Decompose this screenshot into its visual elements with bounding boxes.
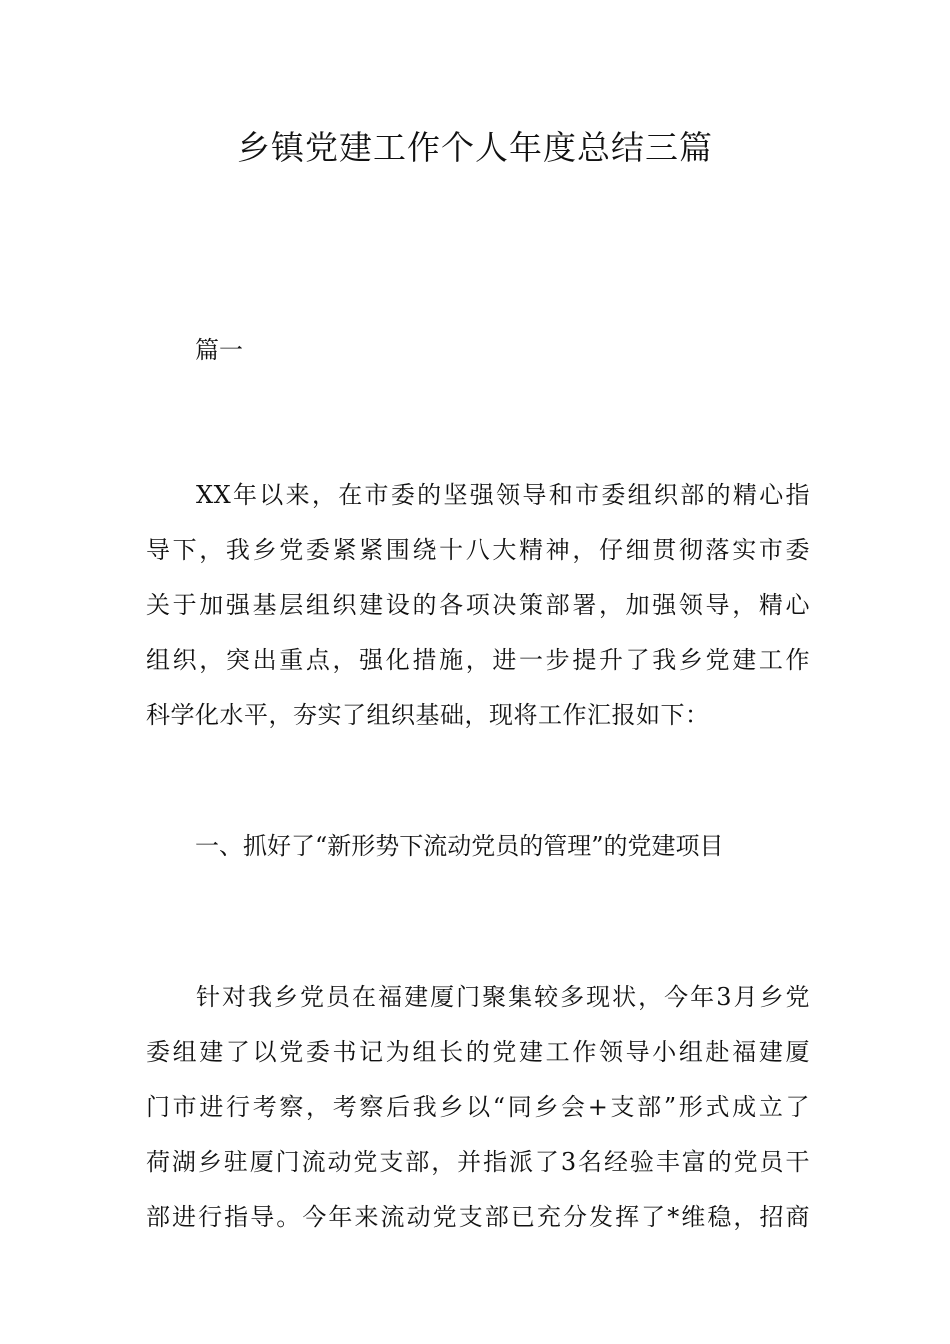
- document-title: 乡镇党建工作个人年度总结三篇: [237, 128, 713, 167]
- paragraph-line: 导下，我乡党委紧紧围绕十八大精神，仔细贯彻落实市委: [146, 536, 810, 564]
- paragraph-line: 关于加强基层组织建设的各项决策部署，加强领导，精心: [146, 591, 810, 619]
- paragraph-line: 门市进行考察，考察后我乡以“同乡会+支部”形式成立了: [146, 1093, 810, 1121]
- body-paragraph: [146, 970, 810, 1245]
- paragraph-line: 部进行指导。今年来流动党支部已充分发挥了*维稳，招商: [146, 1203, 810, 1231]
- paragraph-line: 组织，突出重点，强化措施，进一步提升了我乡党建工作: [146, 646, 810, 674]
- paragraph-line: 委组建了以党委书记为组长的党建工作领导小组赴福建厦: [146, 1038, 810, 1066]
- section-label: 篇一: [195, 336, 243, 364]
- paragraph-line: 科学化水平，夯实了组织基础，现将工作汇报如下：: [146, 701, 710, 729]
- paragraph-line: 针对我乡党员在福建厦门聚集较多现状，今年3月乡党: [196, 983, 810, 1011]
- paragraph-line: 荷湖乡驻厦门流动党支部，并指派了3名经验丰富的党员干: [146, 1148, 810, 1176]
- section-heading: 一、抓好了“新形势下流动党员的管理”的党建项目: [195, 832, 724, 860]
- paragraph-line: XX年以来，在市委的坚强领导和市委组织部的精心指: [196, 481, 810, 509]
- intro-paragraph: [146, 468, 810, 743]
